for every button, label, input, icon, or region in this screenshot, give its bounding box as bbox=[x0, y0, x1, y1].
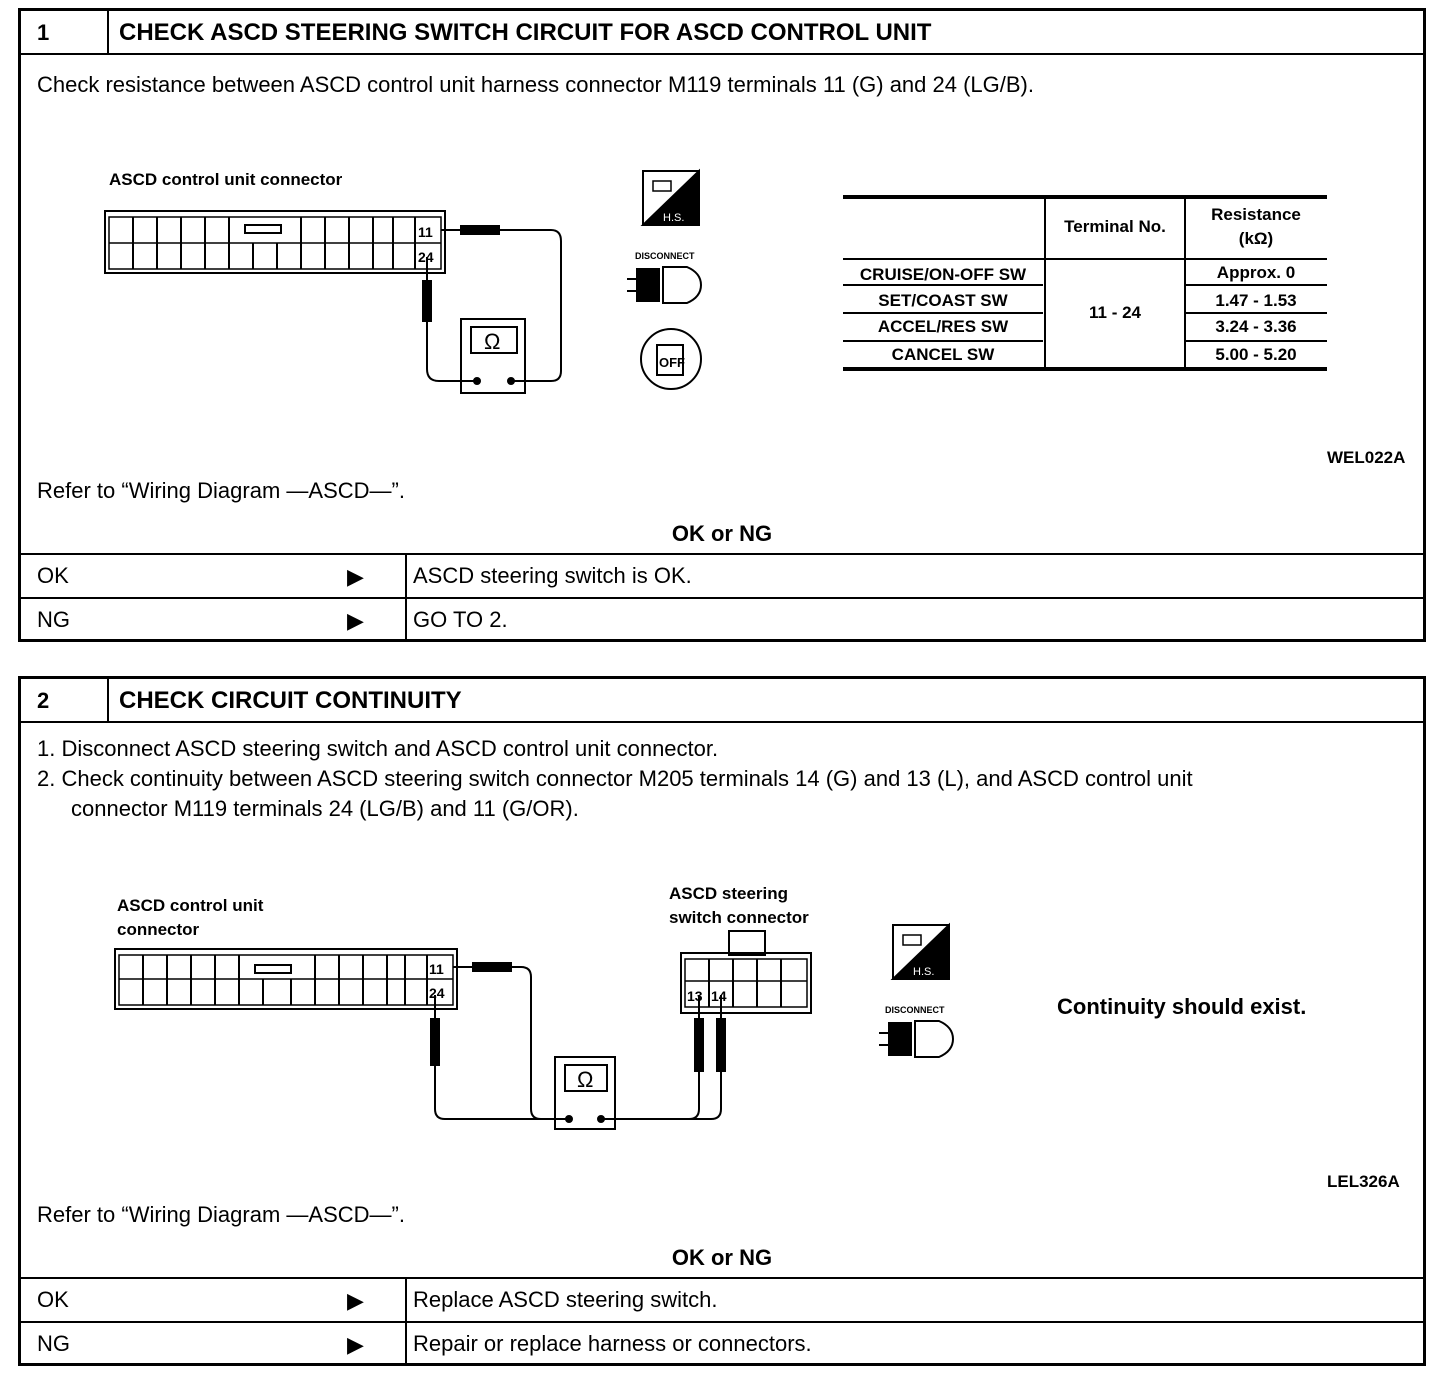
result-row-ng bbox=[21, 1321, 1423, 1365]
instruction-1: 1. Disconnect ASCD steering switch and ASCD control unit connector. bbox=[37, 736, 719, 761]
result-value: ASCD steering switch is OK. bbox=[413, 563, 692, 588]
disconnect-icon bbox=[627, 267, 701, 303]
arrow-icon: ▶ bbox=[347, 564, 364, 589]
switch-connector-label: switch connector bbox=[669, 908, 809, 927]
step-title: CHECK ASCD STEERING SWITCH CIRCUIT FOR ASCD CONTROL UNIT bbox=[119, 19, 932, 46]
ok-or-ng-heading: OK or NG bbox=[671, 1245, 773, 1270]
terminal-14-label: 14 bbox=[711, 988, 727, 1004]
table-row-resistance: 3.24 - 3.36 bbox=[1215, 317, 1297, 336]
switch-connector-label: ASCD steering bbox=[669, 884, 789, 903]
resistance-table bbox=[843, 195, 1327, 371]
connector-label: ASCD control unit connector bbox=[109, 170, 343, 189]
off-icon-text: OFF bbox=[659, 355, 685, 370]
result-row-ng bbox=[21, 597, 1423, 641]
result-row-ok bbox=[21, 1277, 1423, 1321]
refer-text: Refer to “Wiring Diagram —ASCD—”. bbox=[37, 478, 405, 503]
control-unit-connector bbox=[115, 949, 457, 1009]
table-row-resistance: Approx. 0 bbox=[1216, 263, 1296, 282]
step-number: 2 bbox=[21, 679, 109, 721]
ohm-symbol: Ω bbox=[484, 329, 501, 354]
arrow-icon: ▶ bbox=[347, 1288, 364, 1313]
result-key: NG bbox=[37, 607, 70, 632]
result-value: Replace ASCD steering switch. bbox=[413, 1287, 718, 1312]
table-row-switch: CRUISE/ON-OFF SW bbox=[859, 265, 1027, 284]
table-header-terminal: Terminal No. bbox=[1064, 217, 1166, 236]
table-row-switch: CANCEL SW bbox=[891, 345, 995, 364]
continuity-note: Continuity should exist. bbox=[1057, 994, 1307, 1019]
instruction-2: 2. Check continuity between ASCD steering switch connector M205 terminals 14 (G) and 13 (L), and ASCD control unit bbox=[37, 766, 1193, 791]
step-number: 1 bbox=[21, 11, 109, 53]
table-header-unit: (kΩ) bbox=[1238, 229, 1274, 248]
meter-probe-wires bbox=[423, 226, 561, 393]
refer-text: Refer to “Wiring Diagram —ASCD—”. bbox=[37, 1202, 405, 1227]
continuity-check-diagram bbox=[21, 679, 1423, 1209]
result-key: NG bbox=[37, 1331, 70, 1356]
connector-label: ASCD control unit bbox=[117, 896, 264, 915]
terminal-13-label: 13 bbox=[687, 988, 703, 1004]
terminal-24-label: 24 bbox=[418, 249, 434, 265]
step-2-box bbox=[18, 676, 1426, 1366]
table-header-resistance: Resistance bbox=[1211, 205, 1301, 224]
table-terminal-value: 11 - 24 bbox=[1089, 303, 1141, 322]
disconnect-icon bbox=[879, 1021, 953, 1057]
ok-or-ng-heading: OK or NG bbox=[671, 521, 773, 546]
step-1-box bbox=[18, 8, 1426, 642]
figure-code: WEL022A bbox=[1327, 448, 1406, 467]
arrow-icon: ▶ bbox=[347, 1332, 364, 1357]
result-key: OK bbox=[37, 1287, 69, 1312]
result-value: GO TO 2. bbox=[413, 607, 508, 632]
hs-icon-text: H.S. bbox=[913, 966, 935, 978]
terminal-24-label: 24 bbox=[429, 985, 445, 1001]
arrow-icon: ▶ bbox=[347, 608, 364, 633]
instruction-2-cont: connector M119 terminals 24 (LG/B) and 11 (G/OR). bbox=[71, 796, 579, 821]
result-key: OK bbox=[37, 563, 69, 588]
result-row-ok bbox=[21, 553, 1423, 597]
terminal-11-label: 11 bbox=[429, 961, 444, 977]
terminal-11-label: 11 bbox=[418, 224, 433, 240]
table-row-resistance: 1.47 - 1.53 bbox=[1215, 291, 1297, 310]
table-row-switch: ACCEL/RES SW bbox=[877, 317, 1009, 336]
figure-code: LEL326A bbox=[1327, 1172, 1400, 1191]
table-row-resistance: 5.00 - 5.20 bbox=[1215, 345, 1297, 364]
control-unit-connector bbox=[105, 211, 445, 273]
connector-label: connector bbox=[117, 920, 200, 939]
step-title: CHECK CIRCUIT CONTINUITY bbox=[119, 687, 462, 714]
disconnect-icon-label: DISCONNECT bbox=[635, 251, 695, 261]
step-instruction: Check resistance between ASCD control unit harness connector M119 terminals 11 (G) and 24 (LG/B). bbox=[37, 72, 1034, 97]
ohm-symbol: Ω bbox=[577, 1067, 594, 1092]
hs-icon-text: H.S. bbox=[663, 212, 685, 224]
result-value: Repair or replace harness or connectors. bbox=[413, 1331, 812, 1356]
table-row-switch: SET/COAST SW bbox=[878, 291, 1008, 310]
disconnect-icon-label: DISCONNECT bbox=[885, 1005, 945, 1015]
